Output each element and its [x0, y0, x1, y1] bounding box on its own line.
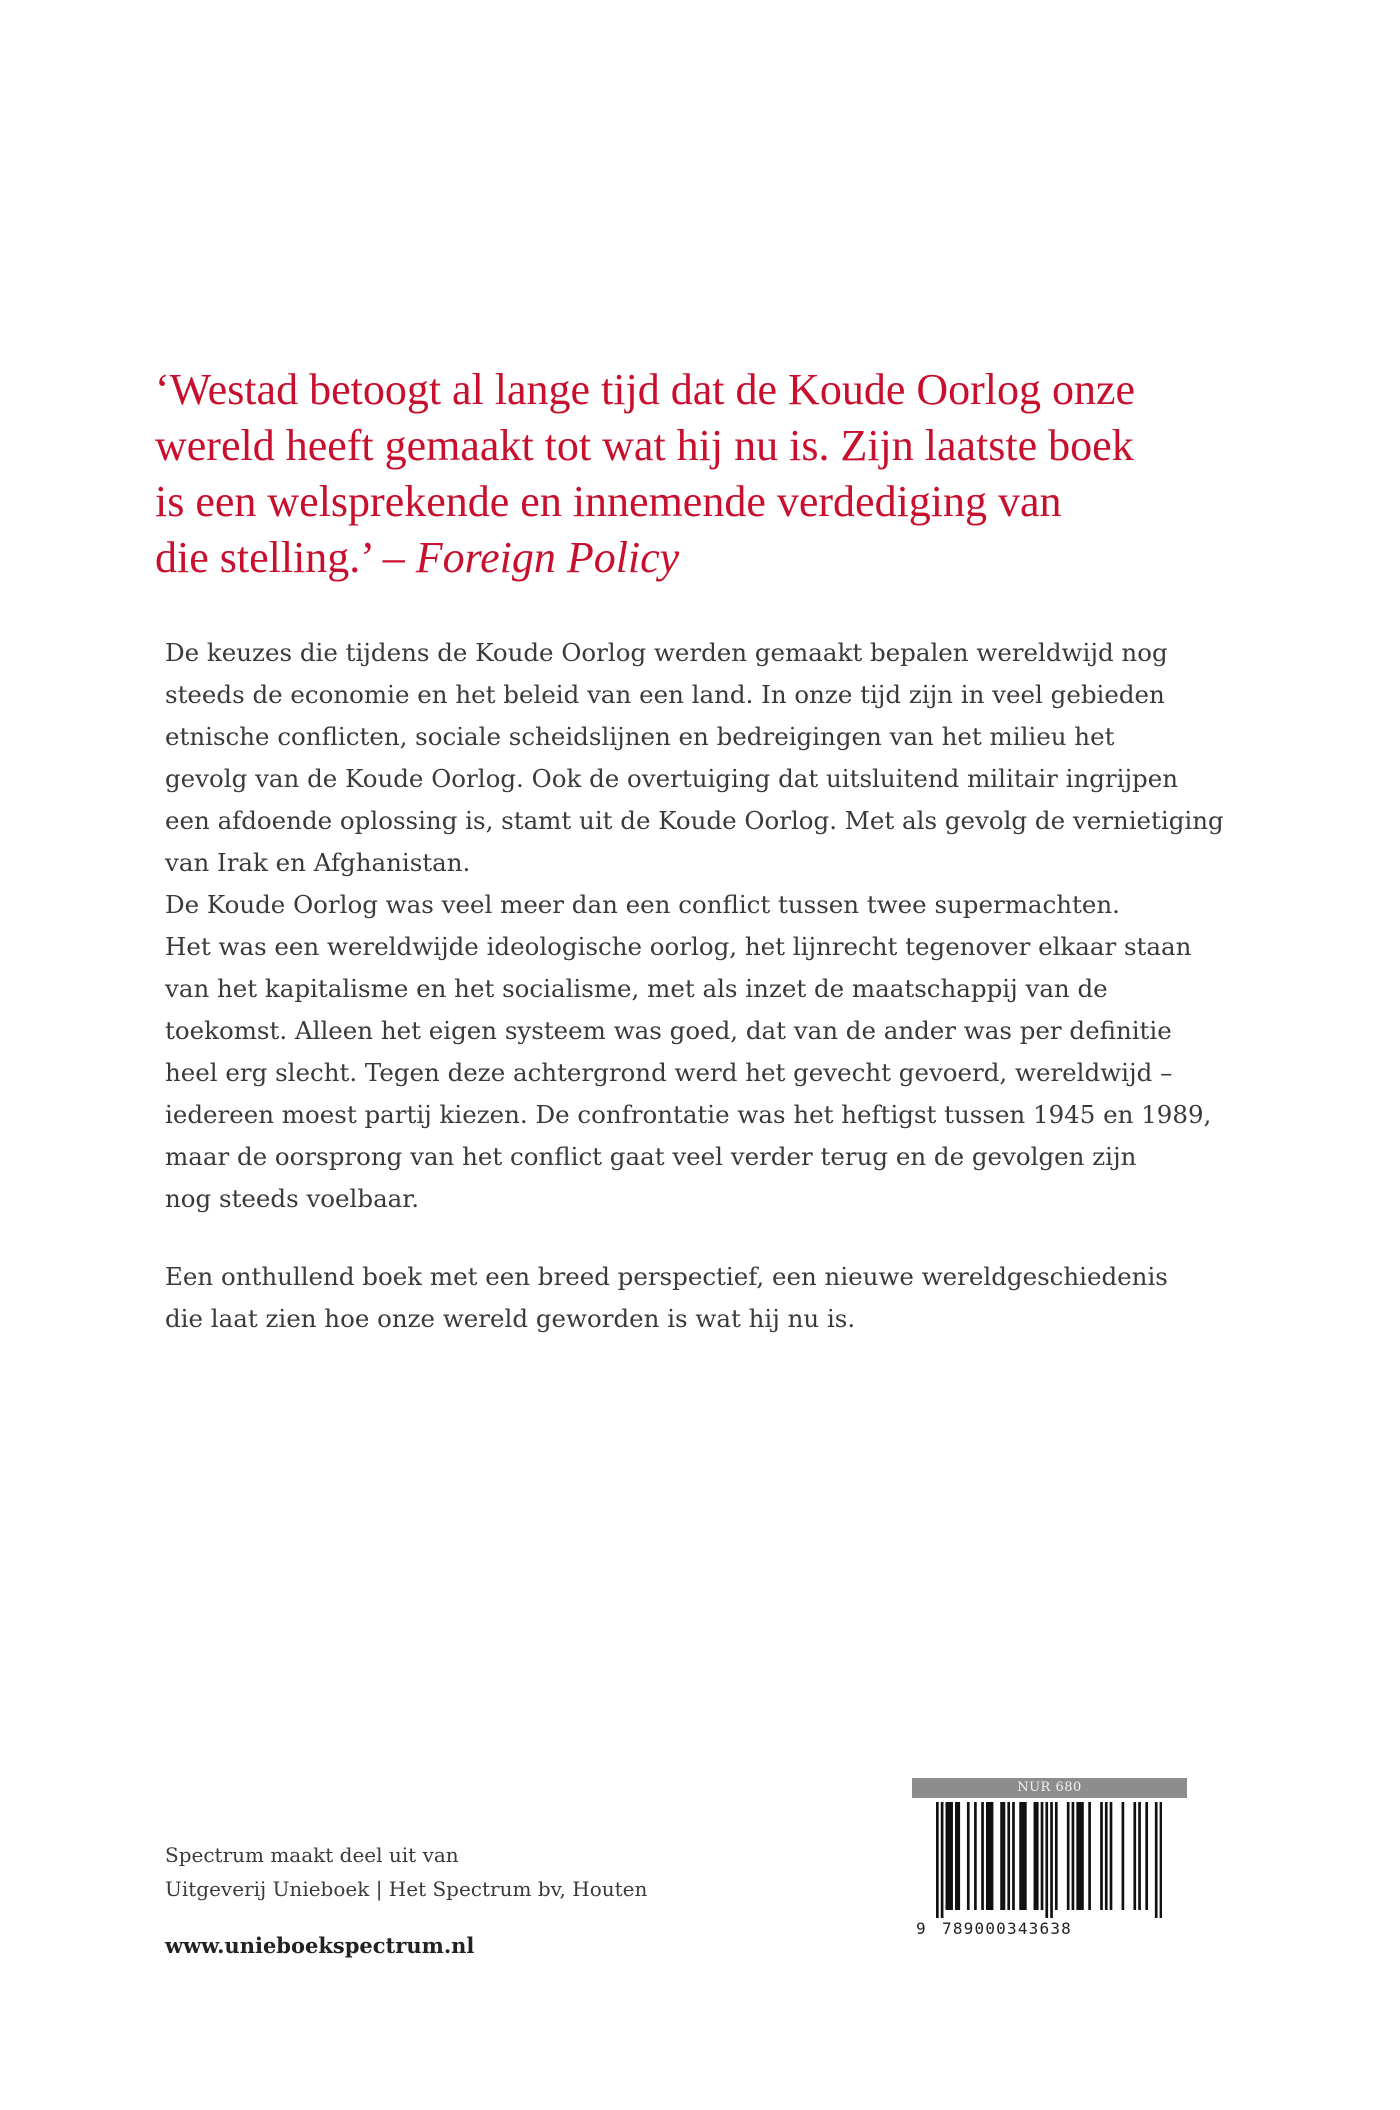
barcode-bar [1145, 1802, 1148, 1910]
paragraph-line: heel erg slecht. Tegen deze achtergrond werd het gevecht gevoerd, wereldwijd – [165, 1058, 1173, 1087]
paragraph-line: De Koude Oorlog was veel meer dan een conflict tussen twee supermachten. [165, 890, 1120, 919]
barcode-bar [948, 1802, 951, 1910]
barcode-bar [1088, 1802, 1091, 1910]
barcode-bar [981, 1802, 984, 1910]
paragraph-line: van Irak en Afghanistan. [165, 848, 471, 877]
barcode-bar [988, 1802, 991, 1910]
barcode-bar [1081, 1802, 1084, 1910]
barcode-bar [1076, 1802, 1079, 1910]
paragraph-line: die laat zien hoe onze wereld geworden is wat hij nu is. [165, 1304, 856, 1333]
barcode-bar [1105, 1802, 1108, 1910]
paragraph-line: toekomst. Alleen het eigen systeem was goed, dat van de ander was per definitie [165, 1016, 1172, 1045]
paragraph-line: De keuzes die tijdens de Koude Oorlog werden gemaakt bepalen wereldwijd nog [165, 638, 1168, 667]
description-paragraph-1 [165, 632, 1265, 1220]
quote-line: ‘Westad betoogt al lange tijd dat de Koude Oorlog onze [155, 365, 1136, 414]
barcode-bar [950, 1802, 953, 1910]
barcode-bar [1122, 1802, 1125, 1910]
barcode-bar [1110, 1802, 1113, 1910]
quote-line-text: die stelling.’ – [155, 533, 416, 582]
barcode-bar [957, 1802, 960, 1910]
paragraph-line: maar de oorsprong van het conflict gaat veel verder terug en de gevolgen zijn [165, 1142, 1137, 1171]
publisher-line-1: Spectrum maakt deel uit van [165, 1843, 459, 1867]
barcode-bar [1160, 1802, 1162, 1918]
barcode-bar [1041, 1802, 1044, 1910]
barcode-bar [946, 1802, 949, 1910]
barcode-bar [1022, 1802, 1025, 1910]
barcode-bar [967, 1802, 970, 1910]
barcode-bar [1133, 1802, 1136, 1910]
isbn-barcode-block [912, 1778, 1187, 1940]
paragraph-line: een afdoende oplossing is, stamt uit de Koude Oorlog. Met als gevolg de vernietiging [165, 806, 1224, 835]
isbn-digits: 789000343638 [942, 1919, 1072, 1938]
paragraph-line: Het was een wereldwijde ideologische oorlog, het lijnrecht tegenover elkaar staan [165, 932, 1192, 961]
barcode-bar [1019, 1802, 1022, 1910]
barcode-bar [1079, 1802, 1082, 1910]
barcode-bar [1050, 1802, 1053, 1918]
barcode-bar [1138, 1802, 1141, 1910]
barcode-bar [1067, 1802, 1070, 1910]
publisher-website: www.unieboekspectrum.nl [165, 1933, 475, 1958]
barcode-bar [1012, 1802, 1015, 1910]
barcode-bar [1036, 1802, 1039, 1910]
barcode-bar [1045, 1802, 1048, 1918]
barcode-bar [1034, 1802, 1037, 1910]
paragraph-line: Een onthullend boek met een breed perspectief, een nieuwe wereldgeschiedenis [165, 1262, 1168, 1291]
barcode-bar [1155, 1802, 1158, 1918]
publisher-line-2: Uitgeverij Unieboek | Het Spectrum bv, Houten [165, 1877, 648, 1901]
barcode-bar [1024, 1802, 1027, 1910]
description-paragraph-2 [165, 1256, 1265, 1340]
barcode-bar [1100, 1802, 1103, 1910]
barcode-bar [936, 1802, 939, 1918]
quote-source: Foreign Policy [415, 533, 680, 582]
barcode-bar [955, 1802, 958, 1910]
barcode-bar [941, 1802, 944, 1918]
paragraph-line: steeds de economie en het beleid van een land. In onze tijd zijn in veel gebieden [165, 680, 1165, 709]
barcode-bar [1007, 1802, 1010, 1910]
blurb-quote [155, 362, 1275, 586]
isbn-first-digit: 9 [916, 1919, 926, 1938]
paragraph-line: van het kapitalisme en het socialisme, met als inzet de maatschappij van de [165, 974, 1108, 1003]
barcode-bar [1000, 1802, 1003, 1910]
paragraph-line: etnische conflicten, sociale scheidslijnen en bedreigingen van het milieu het [165, 722, 1115, 751]
nur-label: NUR 680 [912, 1778, 1187, 1798]
publisher-info [165, 1838, 865, 1906]
quote-line-last [155, 530, 1275, 586]
barcode-graphic [936, 1802, 1162, 1918]
paragraph-line: iedereen moest partij kiezen. De confrontatie was het heftigst tussen 1945 en 1989, [165, 1100, 1212, 1129]
barcode-bar [1072, 1802, 1075, 1910]
paragraph-line: nog steeds voelbaar. [165, 1184, 420, 1213]
quote-line: is een welsprekende en innemende verdediging van [155, 477, 1062, 526]
barcode-bar [974, 1802, 977, 1910]
paragraph-line: gevolg van de Koude Oorlog. Ook de overtuiging dat uitsluitend militair ingrijpen [165, 764, 1179, 793]
barcode-bar [1055, 1802, 1058, 1910]
barcode-bar [986, 1802, 989, 1910]
quote-line: wereld heeft gemaakt tot wat hij nu is. Zijn laatste boek [155, 421, 1134, 470]
barcode-bar [991, 1802, 994, 1910]
barcode-bar [1003, 1802, 1006, 1910]
